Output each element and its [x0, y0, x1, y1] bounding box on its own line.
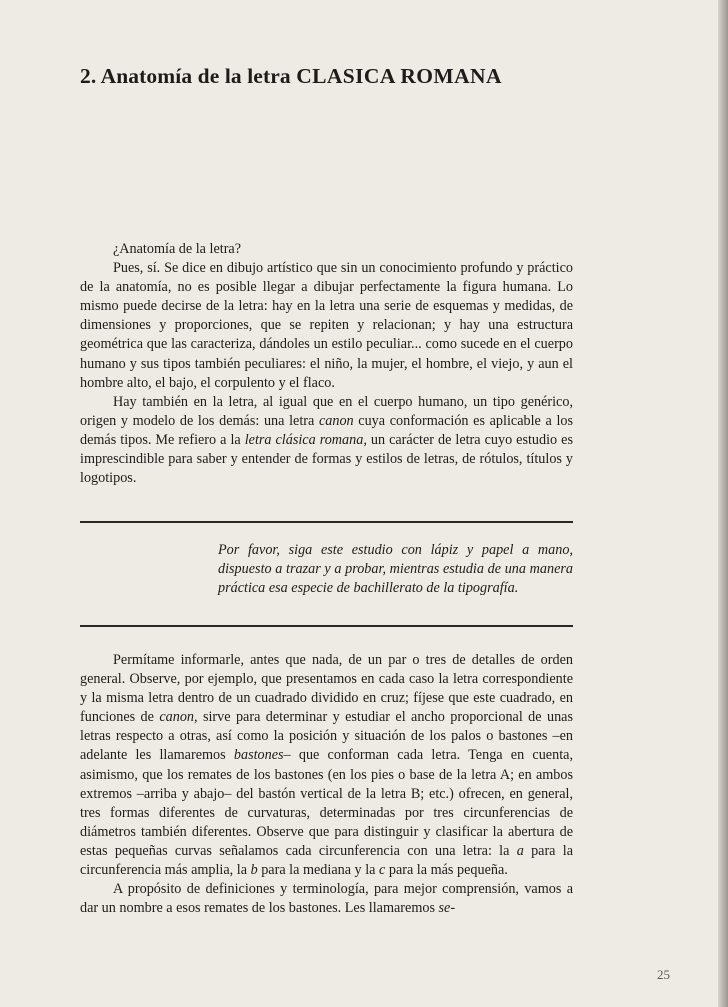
details-p2-text: A propósito de definiciones y terminología, para mejor comprensión, vamos a dar un nombre a esos remates de los bastones. Les llamaremos: [80, 881, 573, 917]
details-term-bastones: bastones: [233, 747, 284, 764]
chapter-title-caps: CLASICA ROMANA: [296, 64, 502, 88]
p2-term-canon: canon: [318, 412, 354, 429]
details-text-a: Permítame informarle, antes que nada, de un par o tres de detalles de orden general. Observe, por ejemplo, que presentamos en cada caso la letra correspondiente y la misma letra dentro de un cuadrado dividido en cruz; fíjese que este cuadrado, en funciones de: [80, 652, 573, 726]
intro-paragraph-1: Pues, sí. Se dice en dibujo artístico que sin un conocimiento profundo y práctico de la anatomía, no es posible llegar a dibujar perfectamente la figura humana. Lo mismo puede decirse de la letra: hay en la letra una serie de esquemas y medidas, de dimensiones y proporciones, que se repiten y relacionan; y hay una estructura geométrica que las caracteriza, dándoles un estilo peculiar... como sucede en el cuerpo humano y sus tipos también peculiares: el niño, la mujer, el hombre, el viejo, y aun el hombre alto, el bajo, el corpulento y el flaco.: [80, 260, 573, 391]
details-letter-a: a: [516, 842, 524, 859]
details-paragraph-1: [80, 651, 573, 880]
p2-text-b: cuya conformación es aplicable a los demás tipos. Me refiero a la: [80, 412, 573, 448]
details-text-f: para la más pequeña.: [385, 862, 508, 879]
p2-term-letra-clasica: letra clásica romana,: [244, 431, 367, 448]
chapter-title-prefix: 2. Anatomía de la letra: [80, 64, 297, 88]
details-text-e: para la mediana y la: [257, 862, 379, 879]
details-p2-term-se: se-: [438, 900, 456, 917]
divider-top: [80, 521, 573, 523]
p2-text-c: un carácter de letra cuyo estudio es imprescindible para saber y entender de formas y estilos de letras, de rótulos, títulos y logotipos.: [80, 431, 573, 487]
callout-note: Por favor, siga este estudio con lápiz y papel a mano, dispuesto a trazar y a probar, mientras estudia de una manera práctica esa especie de bachillerato de la tipografía.: [218, 542, 573, 597]
details-text-d: para la circunferencia más amplia, la: [80, 842, 573, 879]
details-paragraph-2: [80, 880, 573, 918]
section-intro: [80, 240, 573, 488]
intro-paragraph-2: [80, 393, 573, 488]
details-text-c: – que conforman cada letra. Tenga en cuenta, asimismo, que los remates de los bastones (en los pies o base de la letra A; en ambos extremos –arriba y abajo– del bastón vertical de la letra B; etc.) ofrecen, en general, tres formas diferentes de curvaturas, determinadas por tres circunferencias de diámetros también diferentes. Observe que para distinguir y clasificar la abertura de estas pequeñas curvas señalamos cada circunferencia con una letra: la: [80, 747, 573, 859]
details-term-canon: canon,: [159, 709, 198, 726]
chapter-title: [80, 64, 640, 89]
divider-bottom: [80, 625, 573, 627]
intro-question: ¿Anatomía de la letra?: [113, 241, 242, 257]
page-edge-shadow: [718, 0, 728, 1007]
section-details: [80, 651, 573, 918]
p2-text-a: Hay también en la letra, al igual que en el cuerpo humano, un tipo genérico, origen y modelo de los demás: una letra: [80, 393, 573, 429]
details-letter-b: b: [250, 862, 258, 879]
details-letter-c: c: [378, 862, 386, 879]
details-text-b: sirve para determinar y estudiar el ancho proporcional de unas letras respecto a otras, así como la posición y situación de los palos o bastones –en adelante les llamaremos: [80, 709, 573, 764]
page-number: 25: [657, 967, 670, 982]
